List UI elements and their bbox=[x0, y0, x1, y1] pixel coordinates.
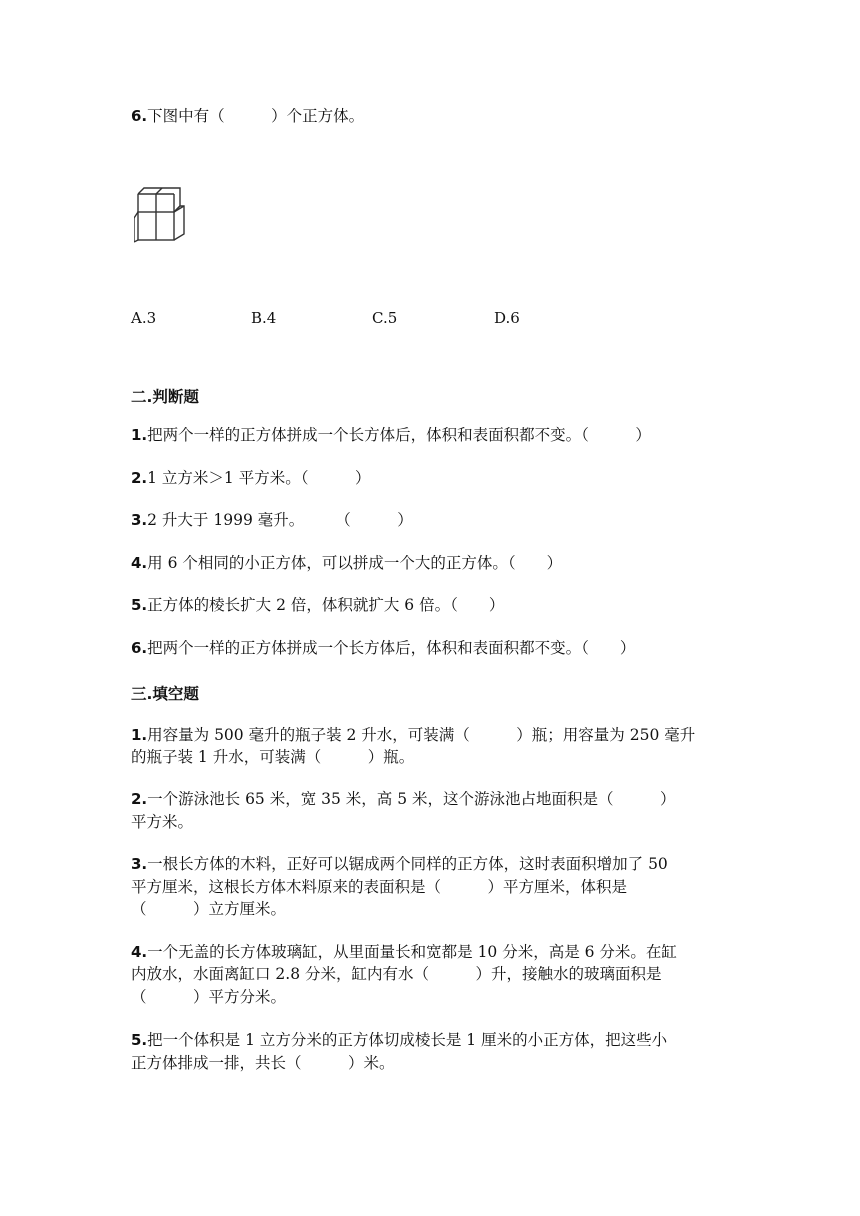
item-number: 1. bbox=[131, 426, 148, 444]
option-b: B.4 bbox=[251, 309, 277, 327]
item-text: 2 升大于 1999 毫升。 （ ） bbox=[147, 511, 413, 529]
question-6 bbox=[131, 105, 364, 127]
item-number: 3. bbox=[131, 855, 148, 873]
item-text: 把两个一样的正方体拼成一个长方体后，体积和表面积都不变。（ ） bbox=[147, 639, 636, 657]
fill-item-line: （ ）立方厘米。 bbox=[131, 900, 287, 918]
fill-item-line bbox=[131, 788, 676, 810]
fill-item-line bbox=[131, 1029, 667, 1051]
item-text: 一个无盖的长方体玻璃缸，从里面量长和宽都是 10 分米，高是 6 分米。在缸 bbox=[147, 943, 677, 961]
item-number: 1. bbox=[131, 726, 148, 744]
item-number: 2. bbox=[131, 790, 148, 808]
item-number: 4. bbox=[131, 943, 148, 961]
option-a: A.3 bbox=[131, 309, 157, 327]
item-text: 把一个体积是 1 立方分米的正方体切成棱长是 1 厘米的小正方体，把这些小 bbox=[147, 1031, 668, 1049]
fill-item-line: 正方体排成一排，共长（ ）米。 bbox=[131, 1054, 395, 1072]
question-number: 6. bbox=[131, 107, 148, 125]
item-number: 5. bbox=[131, 596, 148, 614]
item-text: 用容量为 500 毫升的瓶子装 2 升水，可装满（ ）瓶；用容量为 250 毫升 bbox=[147, 726, 696, 744]
item-number: 4. bbox=[131, 554, 148, 572]
section-heading-fill-blank: 三.填空题 bbox=[131, 685, 199, 703]
judgement-item bbox=[131, 424, 651, 446]
fill-item-line bbox=[131, 941, 677, 963]
fill-item-line: 内放水，水面离缸口 2.8 分米，缸内有水（ ）升，接触水的玻璃面积是 bbox=[131, 965, 662, 983]
fill-item-line: 的瓶子装 1 升水，可装满（ ）瓶。 bbox=[131, 748, 415, 766]
item-number: 5. bbox=[131, 1031, 148, 1049]
item-text: 把两个一样的正方体拼成一个长方体后，体积和表面积都不变。（ ） bbox=[147, 426, 651, 444]
item-text: 1 立方米＞1 平方米。（ ） bbox=[147, 469, 371, 487]
judgement-item bbox=[131, 637, 635, 659]
question-text: 下图中有（ ）个正方体。 bbox=[147, 107, 365, 125]
judgement-item bbox=[131, 594, 504, 616]
item-number: 3. bbox=[131, 511, 148, 529]
option-d: D.6 bbox=[494, 309, 520, 327]
judgement-item bbox=[131, 509, 413, 531]
section-heading-judgement: 二.判断题 bbox=[131, 388, 199, 406]
fill-item-line bbox=[131, 853, 668, 875]
item-number: 6. bbox=[131, 639, 148, 657]
judgement-item bbox=[131, 467, 370, 489]
fill-item-line bbox=[131, 724, 695, 746]
item-text: 一个游泳池长 65 米，宽 35 米，高 5 米，这个游泳池占地面积是（ ） bbox=[147, 790, 676, 808]
fill-item-line: 平方米。 bbox=[131, 813, 194, 831]
item-number: 2. bbox=[131, 469, 148, 487]
fill-item-line: 平方厘米，这根长方体木料原来的表面积是（ ）平方厘米，体积是 bbox=[131, 878, 628, 896]
cubes-figure bbox=[134, 186, 188, 244]
item-text: 用 6 个相同的小正方体，可以拼成一个大的正方体。（ ） bbox=[147, 554, 563, 572]
item-text: 正方体的棱长扩大 2 倍，体积就扩大 6 倍。（ ） bbox=[147, 596, 505, 614]
fill-item-line: （ ）平方分米。 bbox=[131, 988, 287, 1006]
item-text: 一根长方体的木料，正好可以锯成两个同样的正方体，这时表面积增加了 50 bbox=[147, 855, 668, 873]
judgement-item bbox=[131, 552, 562, 574]
option-c: C.5 bbox=[372, 309, 398, 327]
